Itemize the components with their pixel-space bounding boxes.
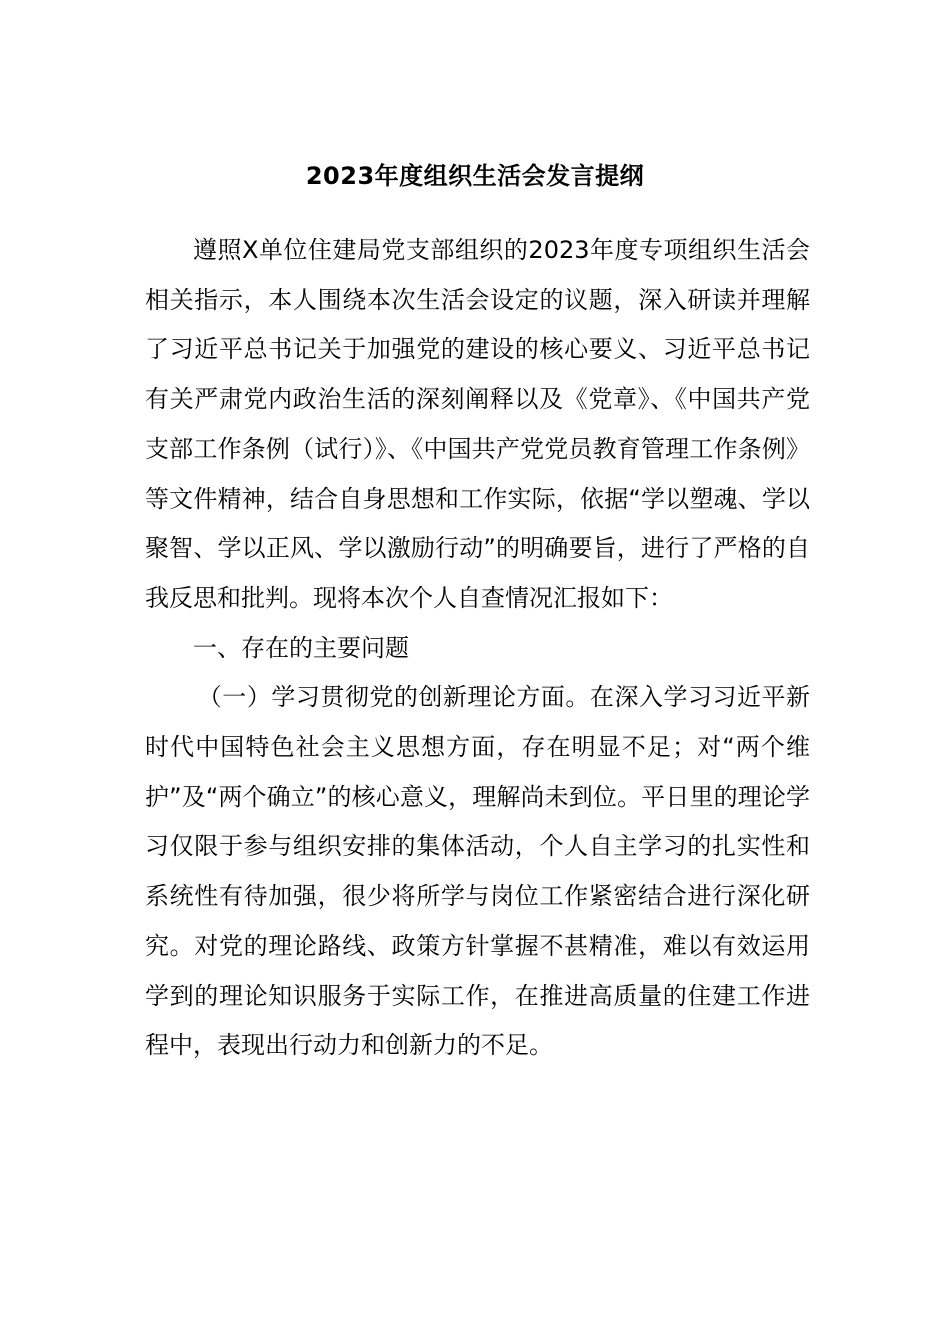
- subsection-paragraph: （一）学习贯彻党的创新理论方面。在深入学习习近平新时代中国特色社会主义思想方面，存在明显不足；对“两个维护”及“两个确立”的核心意义，理解尚未到位。平日里的理论学习仅限于参与组织安排的集体活动，个人自主学习的扎实性和系统性有待加强，很少将所学与岗位工作紧密结合进行深化研究。对党的理论路线、政策方针掌握不甚精准，难以有效运用学到的理论知识服务于实际工作，在推进高质量的住建工作进程中，表现出行动力和创新力的不足。: [145, 683, 810, 1060]
- document-title: 2023年度组织生活会发言提纲: [305, 162, 645, 190]
- intro-paragraph: 遵照X单位住建局党支部组织的2023年度专项组织生活会相关指示，本人围绕本次生活会设定的议题，深入研读并理解了习近平总书记关于加强党的建设的核心要义、习近平总书记有关严肃党内政治生活的深刻阐释以及《党章》、《中国共产党支部工作条例（试行）》、《中国共产党党员教育管理工作条例》等文件精神，结合自身思想和工作实际，依据“学以塑魂、学以聚智、学以正风、学以激励行动”的明确要旨，进行了严格的自我反思和批判。现将本次个人自查情况汇报如下：: [145, 236, 810, 612]
- section-heading: 一、存在的主要问题: [193, 633, 409, 662]
- document-body: [145, 226, 810, 1071]
